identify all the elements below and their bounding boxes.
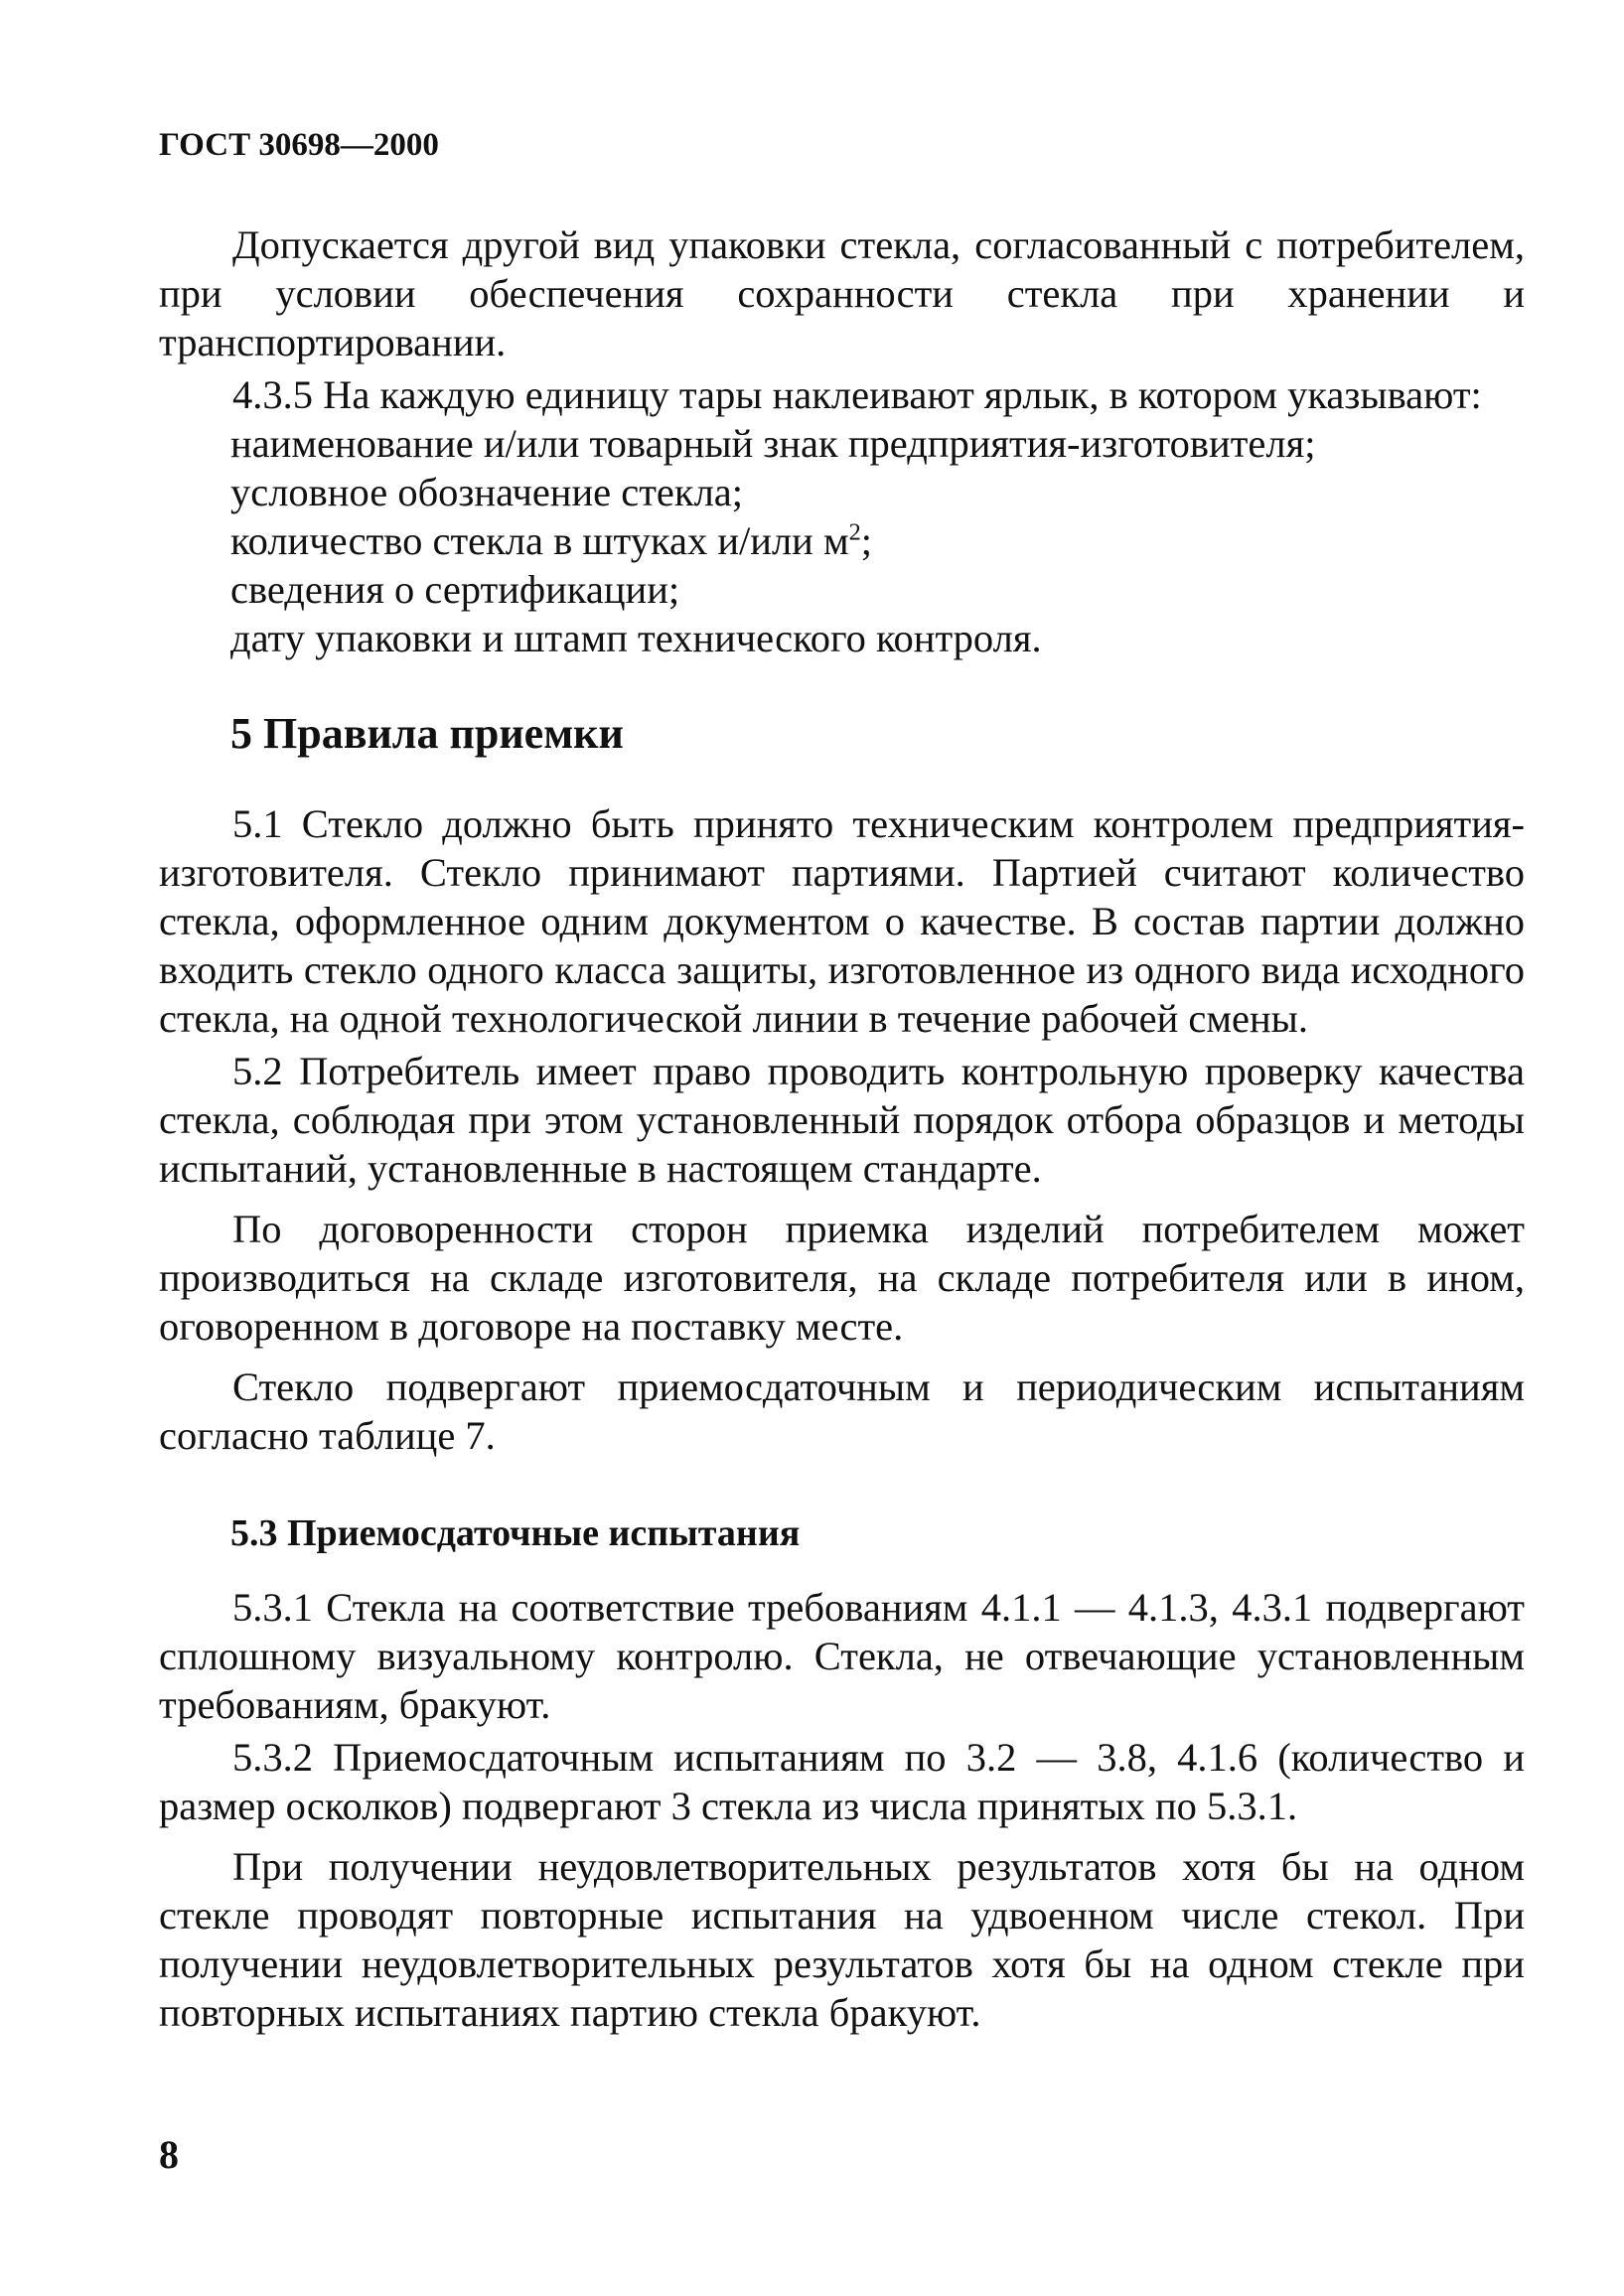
list-item-text: количество стекла в штуках и/или м	[230, 518, 849, 563]
paragraph-5-1: 5.1 Стекло должно быть принято техническим контролем предприятия-изготовителя. Стекло принимают партиями. Партией считают количество стекла, оформленное одним документом о качестве. В состав партии должно входить стекло одного класса защиты, изготовленное из одного вида исходного стекла, на одной технологической линии в течение рабочей смены.	[159, 801, 1525, 1041]
paragraph-tests-table-ref: Стекло подвергают приемосдаточным и периодическим испытаниям согласно таблице 7.	[159, 1364, 1525, 1458]
section-heading-acceptance-rules: 5 Правила приемки	[230, 709, 624, 758]
paragraph-retest: При получении неудовлетворительных результатов хотя бы на одном стекле проводят повторные испытания на удвоенном числе стекол. При получении неудовлетворительных результатов хотя бы на одном стекле при повторных испытаниях партию стекла бракуют.	[159, 1844, 1525, 2035]
list-item: сведения о сертификации;	[230, 567, 680, 612]
list-item-punctuation: ;	[860, 518, 873, 563]
page-number: 8	[159, 2132, 179, 2177]
label-contents-list	[159, 419, 1525, 662]
paragraph-packaging-alternative: Допускается другой вид упаковки стекла, согласованный с потребителем, при условии обеспечения сохранности стекла при хранении и транспортировании.	[159, 222, 1525, 364]
paragraph-5-3-2: 5.3.2 Приемосдаточным испытаниям по 3.2 — 3.8, 4.1.6 (количество и размер осколков) подвергают 3 стекла из числа принятых по 5.3.1.	[159, 1735, 1525, 1828]
subsection-heading-acceptance-tests: 5.3 Приемосдаточные испытания	[230, 1512, 801, 1554]
superscript-exponent: 2	[848, 518, 861, 546]
paragraph-5-2: 5.2 Потребитель имеет право проводить контрольную проверку качества стекла, соблюдая при этом установленный порядок отбора образцов и методы испытаний, установленные в настоящем стандарте.	[159, 1049, 1525, 1191]
list-item	[159, 516, 1525, 565]
paragraph-4-3-5: 4.3.5 На каждую единицу тары наклеивают ярлык, в котором указывают:	[232, 372, 1482, 417]
document-body	[159, 220, 1525, 2037]
list-item: дату упаковки и штамп технического контроля.	[230, 616, 1042, 660]
list-item: наименование и/или товарный знак предприятия-изготовителя;	[230, 421, 1316, 466]
list-item: условное обозначение стекла;	[230, 470, 744, 514]
paragraph-agreement: По договоренности сторон приемка изделий потребителем может производиться на складе изготовителя, на складе потребителя или в ином, оговоренном в договоре на поставку месте.	[159, 1207, 1525, 1349]
document-code-header: ГОСТ 30698—2000	[159, 127, 439, 163]
paragraph-5-3-1: 5.3.1 Стекла на соответствие требованиям 4.1.1 — 4.1.3, 4.3.1 подвергают сплошному визуальному контролю. Стекла, не отвечающие установленным требованиям, бракуют.	[159, 1585, 1525, 1727]
